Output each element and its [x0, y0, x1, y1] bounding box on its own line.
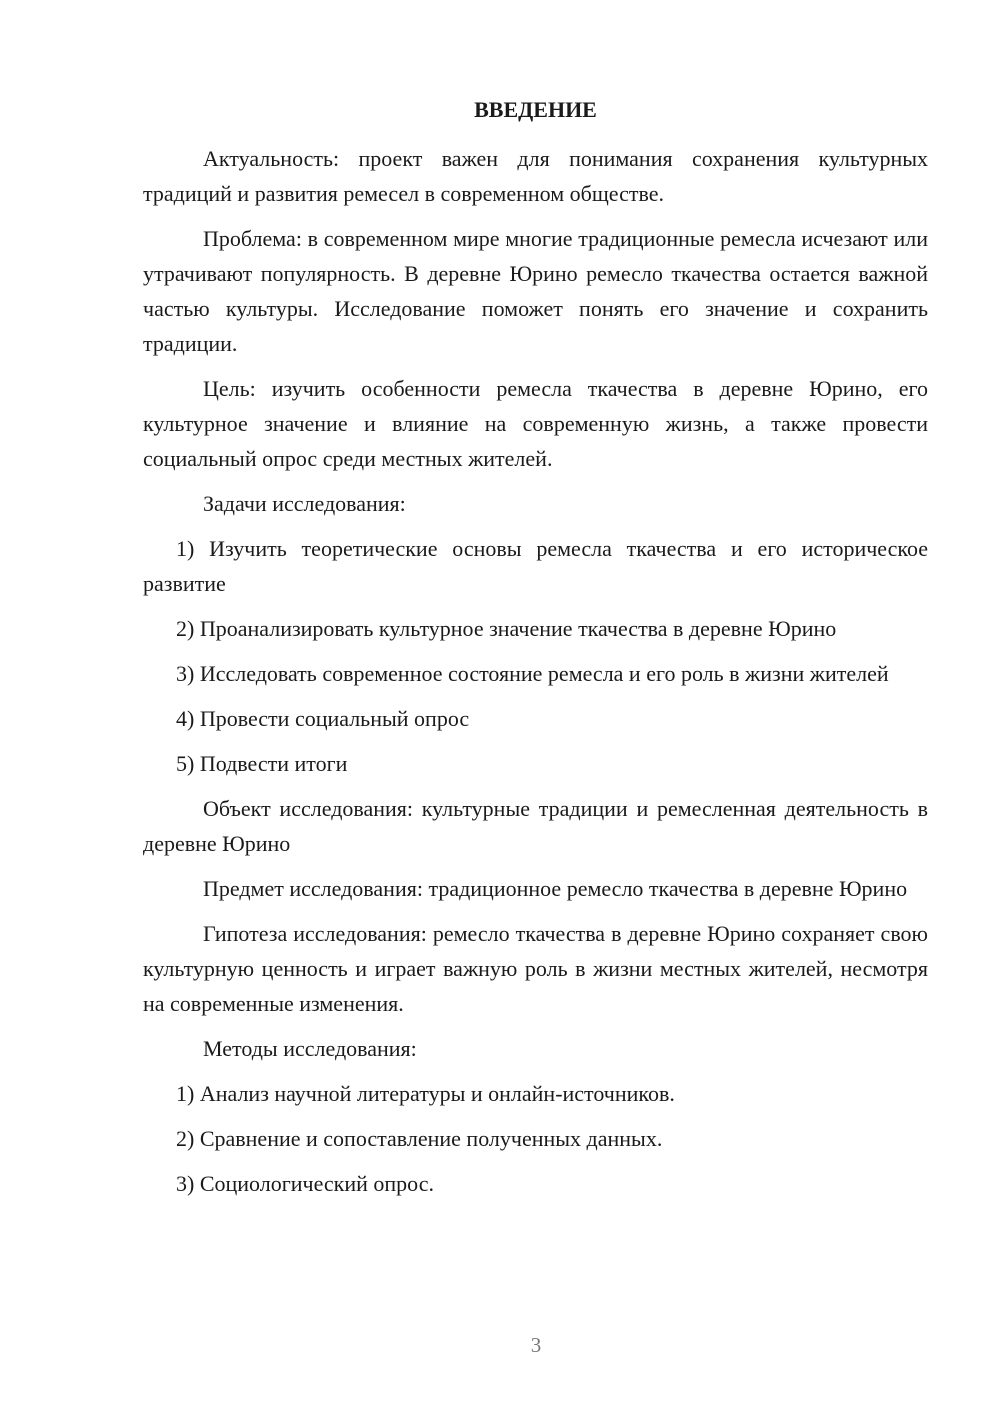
method-item: 1) Анализ научной литературы и онлайн-источников. [176, 1081, 675, 1106]
task-item: 2) Проанализировать культурное значение ткачества в деревне Юрино [176, 616, 837, 641]
page-content [143, 95, 928, 1211]
section-title: ВВЕДЕНИЕ [474, 97, 597, 122]
tasks-heading: Задачи исследования: [203, 491, 406, 516]
page-number: 3 [530, 1333, 542, 1357]
task-item: 1) Изучить теоретические основы ремесла ткачества и его историческое развитие [143, 536, 928, 596]
object-paragraph: Объект исследования: культурные традиции и ремесленная деятельность в деревне Юрино [143, 796, 928, 856]
subject-paragraph: Предмет исследования: традиционное ремесло ткачества в деревне Юрино [203, 876, 908, 901]
problem-paragraph: Проблема: в современном мире многие традиционные ремесла исчезают или утрачивают популярность. В деревне Юрино ремесло ткачества остается важной частью культуры. Исследование поможет понять его значение и сохранить традиции. [143, 226, 928, 356]
methods-heading: Методы исследования: [203, 1036, 417, 1061]
task-item: 3) Исследовать современное состояние ремесла и его роль в жизни жителей [176, 661, 889, 686]
hypothesis-paragraph: Гипотеза исследования: ремесло ткачества в деревне Юрино сохраняет свою культурную ценность и играет важную роль в жизни местных жителей, несмотря на современные изменения. [143, 921, 928, 1016]
goal-paragraph: Цель: изучить особенности ремесла ткачества в деревне Юрино, его культурное значение и влияние на современную жизнь, а также провести социальный опрос среди местных жителей. [143, 376, 928, 471]
task-item: 4) Провести социальный опрос [176, 706, 470, 731]
relevance-paragraph: Актуальность: проект важен для понимания сохранения культурных традиций и развития ремесел в современном обществе. [143, 146, 928, 206]
method-item: 3) Социологический опрос. [176, 1171, 434, 1196]
method-item: 2) Сравнение и сопоставление полученных данных. [176, 1126, 663, 1151]
task-item: 5) Подвести итоги [176, 751, 348, 776]
